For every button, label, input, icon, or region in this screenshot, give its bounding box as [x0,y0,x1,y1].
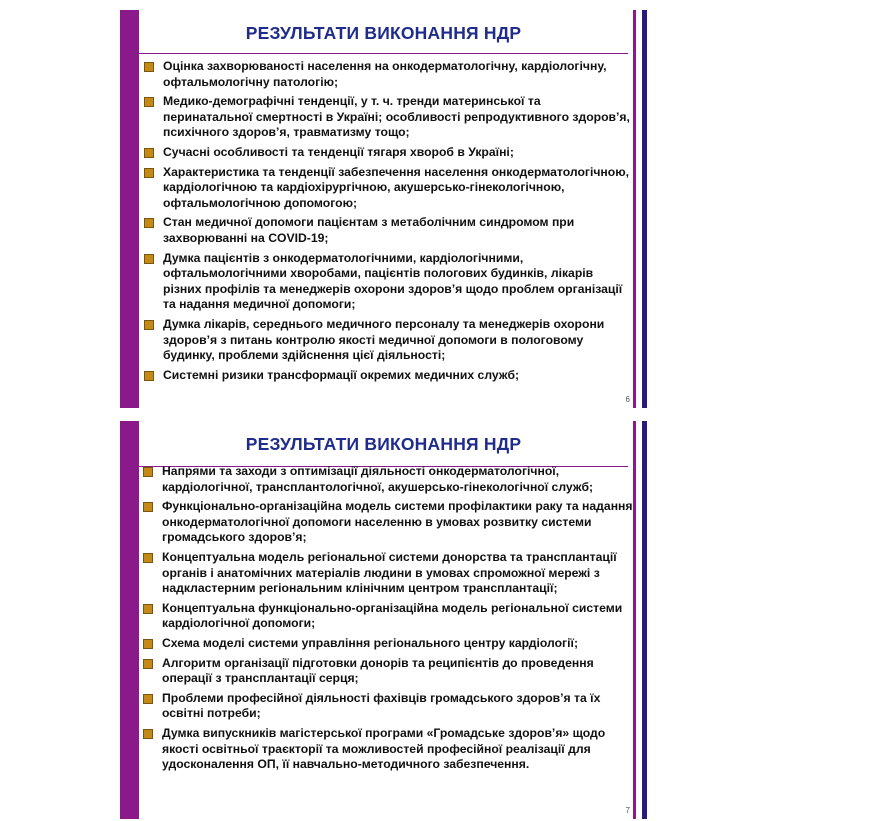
list-item [142,464,638,495]
list-item [143,59,633,90]
slide-6 [120,10,650,408]
slide-title: РЕЗУЛЬТАТИ ВИКОНАННЯ НДР [245,23,522,43]
list-item-text: Оцінка захворюваності населення на онкодерматологічну, кардіологічну, офтальмологічну патологію; [163,59,607,89]
list-item [143,94,633,141]
square-bullet-icon [143,604,153,614]
list-item-text: Напрями та заходи з оптимізації діяльності онкодерматологічної, кардіологічної, трансплантологічної, акушерсько-гінекологічної служб; [162,464,594,494]
list-item [142,636,638,652]
square-bullet-icon [144,97,154,107]
list-item [142,499,638,546]
square-bullet-icon [144,218,154,228]
list-item-text: Проблеми професійної діяльності фахівців громадського здоров’я та їх освітні потреби; [162,690,601,721]
list-item-text: Думка лікарів, середнього медичного персоналу та менеджерів охорони здоров’я з питань контролю якості медичної допомоги в пологовому будинку, проблеми здійснення цієї діяльності; [163,316,605,363]
square-bullet-icon [143,467,153,477]
list-item-text: Медико-демографічні тенденції, у т. ч. тренди материнської та перинатальної смертності в Україні; особливості репродуктивного здоров’я, психічного здоров’я, травматизму тощо; [163,94,630,140]
page-number: 7 [625,806,630,815]
list-item-text: Стан медичної допомоги пацієнтам з метаболічним синдромом при захворюванні на COVID-19; [163,215,575,245]
square-bullet-icon [144,148,154,158]
list-item-text: Думка пацієнтів з онкодерматологічними, кардіологічними, офтальмологічними хворобами, пацієнтів пологових будинків, лікарів різних профілів та менеджерів охорони здоров’я щодо проблем організації та надання медичної допомоги; [163,250,623,312]
slide-7 [120,421,650,819]
square-bullet-icon [144,320,154,330]
list-item-text: Функціонально-організаційна модель системи профілактики раку та надання онкодерматологічної допомоги населенню в умовах розвитку системи громадського здоров’я; [162,499,633,545]
list-item [142,726,638,773]
square-bullet-icon [144,168,154,178]
list-item [143,165,633,212]
square-bullet-icon [144,371,154,381]
page-number: 6 [625,395,630,404]
list-item [143,145,633,161]
list-item-text: Сучасні особливості та тенденції тягаря хвороб в Україні; [163,144,514,159]
list-item-text: Схема моделі системи управління регіонального центру кардіології; [162,635,579,650]
square-bullet-icon [143,639,153,649]
right-accent-bar [633,10,636,408]
list-item [143,251,633,313]
list-item-text: Системні ризики трансформації окремих медичних служб; [163,367,520,382]
list-item [142,550,638,597]
bullet-list [143,59,633,387]
list-item [142,691,638,722]
square-bullet-icon [144,62,154,72]
title-divider [139,53,628,54]
square-bullet-icon [143,502,153,512]
list-item-text: Концептуальна функціонально-організаційна модель регіональної системи кардіологічної допомоги; [162,600,623,631]
right-accent-bar-dark [642,10,647,408]
list-item-text: Думка випускників магістерської програми «Громадське здоров’я» щодо якості освітньої траєкторії та можливостей професійної реалізації для удосконалення ОП, її навчально-методичного забезпечення. [162,725,606,772]
square-bullet-icon [143,659,153,669]
bullet-list [142,464,638,777]
list-item-text: Концептуальна модель регіональної системи донорства та трансплантації органів і анатомічних матеріалів людини в умовах спроможної мережі з надкластерним регіональним клінічним центром трансплантації; [162,549,617,596]
list-item [143,215,633,246]
slide-title: РЕЗУЛЬТАТИ ВИКОНАННЯ НДР [245,434,522,454]
square-bullet-icon [143,694,153,704]
list-item [143,368,633,384]
right-accent-bar-dark [642,421,647,819]
list-item-text: Алгоритм організації підготовки донорів та реципієнтів до проведення операції з трансплантації серця; [162,655,594,686]
list-item [142,656,638,687]
left-accent-bar [120,421,139,819]
list-item-text: Характеристика та тенденції забезпечення населення онкодерматологічною, кардіологічною та кардіохірургічною, акушерсько-гінекологічною, офтальмологічною допомогою; [163,164,630,210]
list-item [143,317,633,364]
list-item [142,601,638,632]
square-bullet-icon [143,553,153,563]
left-accent-bar [120,10,139,408]
square-bullet-icon [144,254,154,264]
square-bullet-icon [143,729,153,739]
